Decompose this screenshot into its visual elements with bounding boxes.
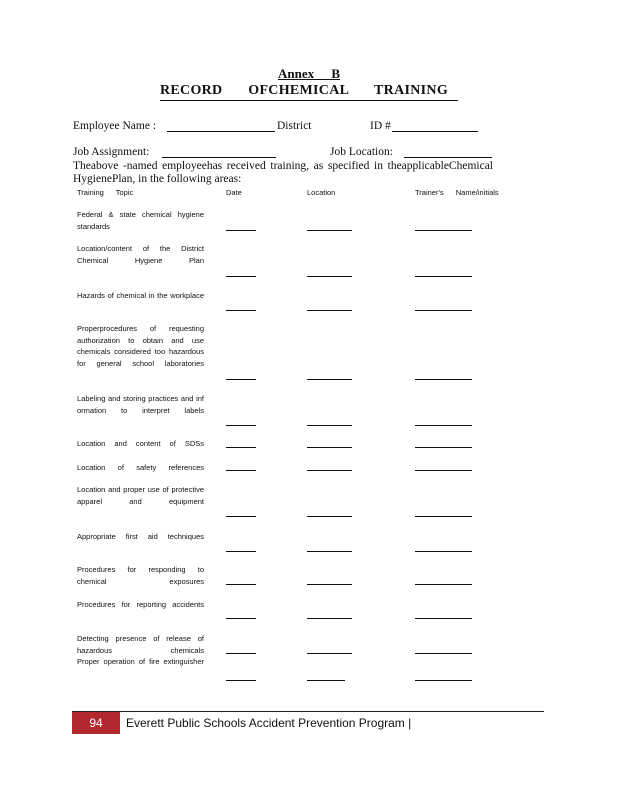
trainer-field[interactable] <box>415 618 472 619</box>
date-field[interactable] <box>226 230 256 231</box>
trainer-field[interactable] <box>415 379 472 380</box>
annex-heading: Annex B <box>277 66 341 81</box>
trainer-field[interactable] <box>415 516 472 517</box>
training-statement: Theabove -named employeehas received training, as specified in theapplicableChemical HygienePlan, in the following areas: <box>73 160 493 185</box>
column-header-date: Date <box>226 188 242 197</box>
location-field[interactable] <box>307 310 352 311</box>
footer-rule <box>72 711 544 712</box>
topic-row: Proper operation of fire extinguisher <box>77 657 204 666</box>
trainer-field[interactable] <box>415 653 472 654</box>
date-field[interactable] <box>226 584 256 585</box>
location-field[interactable] <box>307 470 352 471</box>
date-field[interactable] <box>226 276 256 277</box>
date-field[interactable] <box>226 447 256 448</box>
location-field[interactable] <box>307 516 352 517</box>
date-field[interactable] <box>226 310 256 311</box>
trainer-field[interactable] <box>415 425 472 426</box>
district-label: District <box>277 120 312 132</box>
trainer-field[interactable] <box>415 276 472 277</box>
topic-row: Location and proper use of protective apparel and equipment <box>77 485 204 506</box>
topic-row: Appropriate first aid techniques <box>77 532 204 541</box>
location-field[interactable] <box>307 551 352 552</box>
job-location-label: Job Location: <box>330 146 393 158</box>
trainer-field[interactable] <box>415 447 472 448</box>
location-field[interactable] <box>307 425 352 426</box>
column-header-topic: Training Topic <box>77 188 134 197</box>
location-field[interactable] <box>307 584 352 585</box>
date-field[interactable] <box>226 653 256 654</box>
topic-row: Location of safety references <box>77 463 204 472</box>
job-assignment-label: Job Assignment: <box>73 146 150 158</box>
date-field[interactable] <box>226 379 256 380</box>
job-assignment-field[interactable] <box>162 157 276 158</box>
location-field[interactable] <box>307 618 352 619</box>
employee-label: Employee Name : <box>73 120 157 132</box>
topic-row: Federal & state chemical hygiene standards <box>77 210 204 231</box>
date-field[interactable] <box>226 425 256 426</box>
topic-row: Labeling and storing practices and inf ormation to interpret labels <box>77 394 204 415</box>
date-field[interactable] <box>226 680 256 681</box>
trainer-field[interactable] <box>415 470 472 471</box>
trainer-field[interactable] <box>415 551 472 552</box>
date-field[interactable] <box>226 470 256 471</box>
date-field[interactable] <box>226 551 256 552</box>
topic-row: Location/content of the District Chemical Hygiene Plan <box>77 244 204 265</box>
page-number: 94 <box>72 712 120 734</box>
id-field[interactable] <box>392 131 478 132</box>
topic-row: Procedures for reporting accidents <box>77 600 204 609</box>
location-field[interactable] <box>307 230 352 231</box>
topic-row: Procedures for responding to chemical exposures <box>77 565 204 586</box>
date-field[interactable] <box>226 516 256 517</box>
trainer-field[interactable] <box>415 230 472 231</box>
column-header-trainer: Trainer's Name/initials <box>415 188 499 197</box>
topic-row: Properprocedures of requesting authorization to obtain and use chemicals considered too hazardous for general school laboratories <box>77 324 204 368</box>
id-label: ID # <box>370 120 391 132</box>
location-field[interactable] <box>307 447 352 448</box>
trainer-field[interactable] <box>415 680 472 681</box>
location-field[interactable] <box>307 276 352 277</box>
trainer-field[interactable] <box>415 310 472 311</box>
form-title: RECORD OFCHEMICAL TRAINING <box>160 83 458 101</box>
location-field[interactable] <box>307 653 352 654</box>
location-field[interactable] <box>307 379 352 380</box>
employee-name-field[interactable] <box>167 131 275 132</box>
date-field[interactable] <box>226 618 256 619</box>
footer-text: Everett Public Schools Accident Prevention Program | <box>126 716 412 730</box>
column-header-location: Location <box>307 188 336 197</box>
location-field[interactable] <box>307 680 345 681</box>
job-location-field[interactable] <box>404 157 492 158</box>
topic-row: Detecting presence of release of hazardous chemicals <box>77 634 204 655</box>
topic-row: Location and content of SDSs <box>77 439 204 448</box>
trainer-field[interactable] <box>415 584 472 585</box>
topic-row: Hazards of chemical in the workplace <box>77 291 204 300</box>
